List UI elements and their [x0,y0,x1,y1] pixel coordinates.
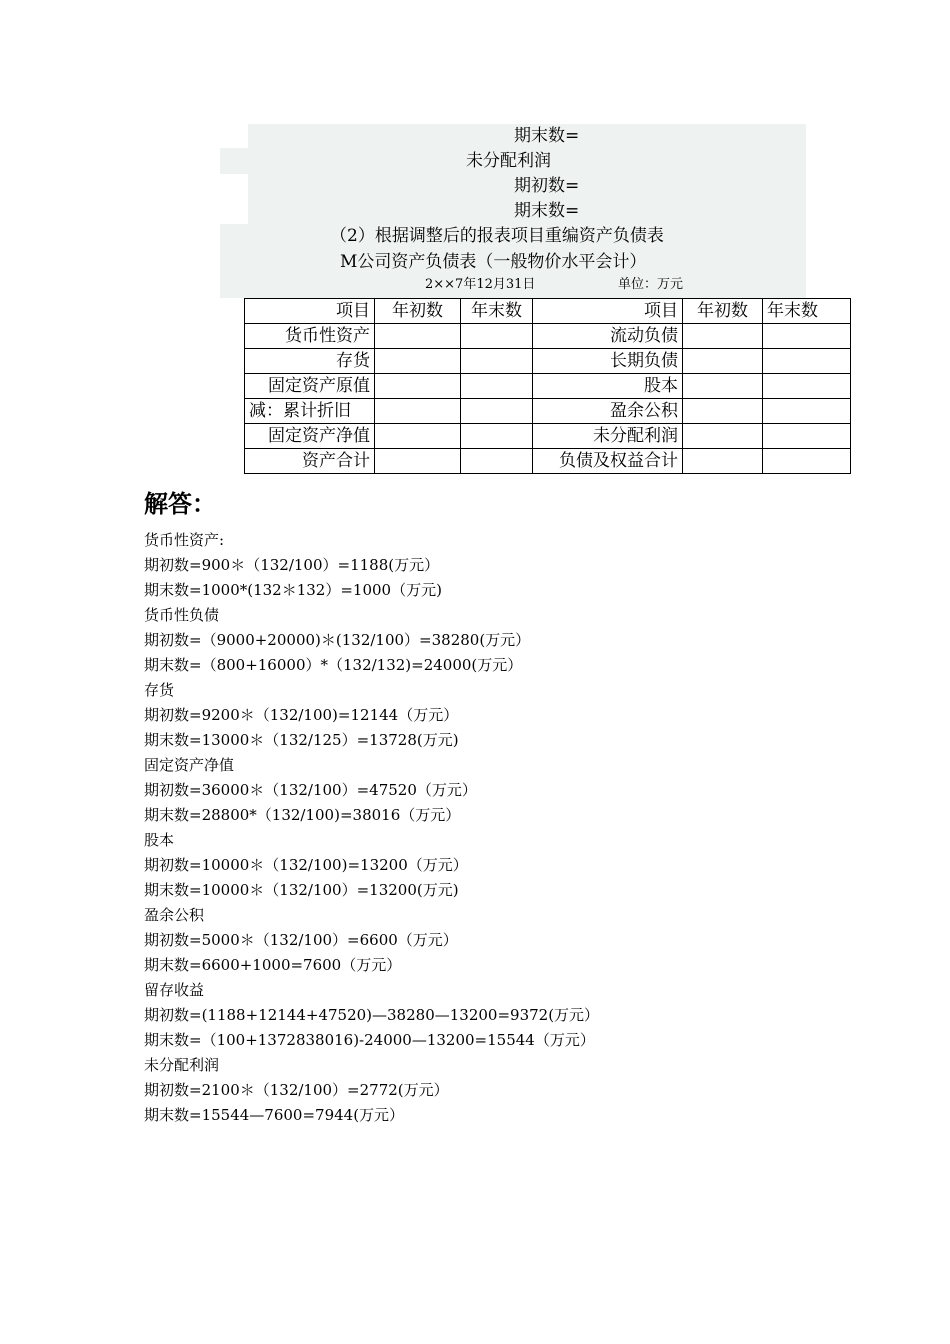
answer-line: 期初数=5000＊（132/100）=6600（万元） [144,931,458,949]
row-label-left: 固定资产净值 [245,424,375,449]
answer-line: 期初数=36000＊（132/100）=47520（万元） [144,781,477,799]
table-cell [683,449,763,474]
header-line-1: 期末数= [514,126,580,146]
col-header-closing-left: 年末数 [461,299,533,324]
header-line-4: 期末数= [514,201,580,221]
table-row [245,324,851,349]
row-label-right: 长期负债 [533,349,683,374]
answer-line: 期末数=10000＊（132/100）=13200(万元) [144,881,459,899]
table-cell [461,449,533,474]
col-header-opening-right: 年初数 [683,299,763,324]
table-cell [683,374,763,399]
row-label-right: 负债及权益合计 [533,449,683,474]
table-row [245,399,851,424]
row-label-right: 未分配利润 [533,424,683,449]
table-cell [461,374,533,399]
table-cell [461,424,533,449]
answer-line: 期初数=2100＊（132/100）=2772(万元） [144,1081,449,1099]
report-unit: 单位：万元 [618,277,684,292]
answer-line: 货币性负债 [144,606,220,624]
table-header-row [245,299,851,324]
table-cell [375,324,461,349]
answer-line: 期初数=(1188+12144+47520)—38280—13200=9372(万元） [144,1006,600,1024]
table-cell [375,374,461,399]
row-label-left: 存货 [245,349,375,374]
answer-line: 期末数=1000*(132＊132）=1000（万元) [144,581,442,599]
table-cell [763,424,851,449]
answer-line: 期初数=10000＊（132/100)=13200（万元） [144,856,468,874]
table-cell [683,399,763,424]
col-header-item-right: 项目 [533,299,683,324]
row-label-left: 资产合计 [245,449,375,474]
answer-line: 期末数=15544—7600=7944(万元） [144,1106,405,1124]
col-header-opening-left: 年初数 [375,299,461,324]
answer-line: 未分配利润 [144,1056,220,1074]
row-label-left: 固定资产原值 [245,374,375,399]
col-header-closing-right: 年末数 [763,299,851,324]
table-cell [461,349,533,374]
header-line-3: 期初数= [514,176,580,196]
row-label-left: 货币性资产 [245,324,375,349]
table-cell [375,399,461,424]
table-row [245,349,851,374]
table-cell [763,449,851,474]
table-cell [683,349,763,374]
header-line-2: 未分配利润 [466,151,551,171]
table-cell [763,349,851,374]
answer-line: 期末数=6600+1000=7600（万元） [144,956,402,974]
balance-sheet-table [244,298,851,474]
report-date: 2××7年12月31日 [425,277,536,292]
section-heading: （2）根据调整后的报表项目重编资产负债表 [330,226,664,246]
table-cell [683,324,763,349]
col-header-item-left: 项目 [245,299,375,324]
table-cell [375,449,461,474]
answer-line: 期初数=9200＊（132/100)=12144（万元） [144,706,459,724]
table-cell [763,374,851,399]
answer-line: 存货 [144,681,175,699]
table-cell [763,399,851,424]
answer-line: 股本 [144,831,175,849]
table-cell [375,424,461,449]
row-label-right: 流动负债 [533,324,683,349]
answer-heading: 解答： [144,490,216,518]
table-row [245,424,851,449]
row-label-left: 减：累计折旧 [245,399,375,424]
table-cell [461,324,533,349]
answer-line: 货币性资产: [144,531,225,549]
table-row [245,374,851,399]
row-label-right: 股本 [533,374,683,399]
answer-line: 固定资产净值 [144,756,235,774]
answer-line: 期末数=（100+1372838016)-24000—13200=15544（万元） [144,1031,595,1049]
answer-line: 期初数=900＊（132/100）=1188(万元） [144,556,440,574]
table-cell [683,424,763,449]
answer-line: 盈余公积 [144,906,205,924]
row-label-right: 盈余公积 [533,399,683,424]
answer-line: 期初数=（9000+20000)＊(132/100）=38280(万元） [144,631,531,649]
answer-line: 留存收益 [144,981,205,999]
table-cell [763,324,851,349]
answer-line: 期末数=（800+16000）*（132/132)=24000(万元） [144,656,523,674]
table-cell [461,399,533,424]
balance-sheet-title: M公司资产负债表（一般物价水平会计） [340,252,647,272]
answer-lines [144,528,599,1128]
answer-line: 期末数=13000＊（132/125）=13728(万元) [144,731,459,749]
answer-line: 期末数=28800*（132/100)=38016（万元） [144,806,461,824]
table-cell [375,349,461,374]
table-row [245,449,851,474]
